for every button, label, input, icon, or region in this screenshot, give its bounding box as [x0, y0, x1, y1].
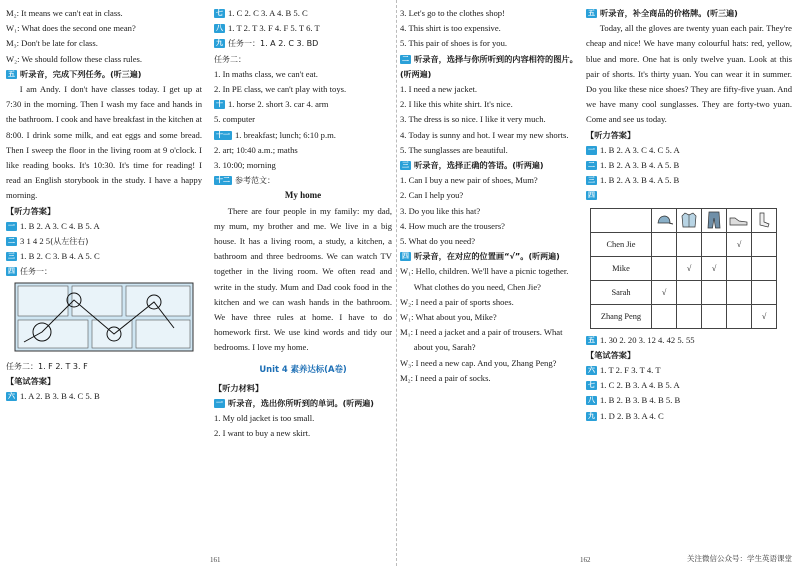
dialog-line: M₁: I need a jacket and a pair of trousers. What about you, Sarah? [400, 327, 563, 353]
socks-icon [752, 208, 777, 232]
answer-row: 2. art; 10:40 a.m.; maths [214, 144, 298, 155]
dialog-line: W₂: I need a pair of sports shoes. [400, 296, 514, 307]
answer-row: 九 1. D 2. B 3. A 4. C [588, 410, 664, 421]
answer-row: 八 1. T 2. T 3. F 4. F 5. T 6. T [216, 23, 320, 34]
list-item: 4. How much are the trousers? [400, 220, 506, 231]
section-heading: 四 听录音，在对应的位置画“√”。(听两遍) [402, 251, 560, 262]
floor-plan-image [14, 282, 194, 352]
table-header-row [591, 208, 777, 232]
table-row: Mike √ √ [591, 256, 777, 280]
dialog-line: W₂: We should follow these class rules. [6, 53, 143, 64]
list-item: 5. What do you need? [400, 236, 476, 247]
page-number: 161 [210, 556, 221, 564]
list-item: 1. I need a new jacket. [400, 84, 478, 95]
answer-row: 一 1. B 2. A 3. C 4. C 5. A [588, 144, 680, 155]
section-number-badge: 五 [8, 69, 15, 78]
task-item: 1. In maths class, we can't eat. [214, 68, 318, 79]
task-item: 2. In PE class, we can't play with toys. [214, 84, 347, 95]
list-item: 1. Can I buy a new pair of shoes, Mum? [400, 175, 538, 186]
dialog-line: W₃: I need a new cap. And you, Zhang Peng? [400, 357, 557, 368]
answer-row: 七 1. C 2. C 3. A 4. B 5. C [216, 8, 308, 18]
dialog-line: M₃: Don't be late for class. [6, 38, 98, 49]
answer-row: 三 1. B 2. C 3. B 4. A 5. C [8, 251, 100, 262]
answer-row: 四 任务一： [8, 267, 52, 277]
listening-answers-heading: 【听力答案】 [6, 205, 56, 216]
unit-title: Unit 4 素养达标(A卷) [259, 363, 347, 374]
answer-row: 一 1. B 2. A 3. C 4. B 5. A [8, 220, 100, 231]
trousers-icon [702, 208, 727, 232]
section-heading: 五 听录音，完成下列任务。(听三遍) [8, 68, 142, 79]
list-item: 2. Can I help you? [400, 190, 464, 201]
answer-row: 六 1. T 2. F 3. T 4. T [588, 365, 661, 376]
cap-icon [652, 208, 677, 232]
answer-row: 八 1. B 2. B 3. B 4. B 5. B [588, 395, 681, 406]
listening-answers-heading: 【听力答案】 [586, 129, 636, 140]
task-label: 任务二： [214, 54, 246, 64]
listening-material-heading: 【听力材料】 [214, 382, 264, 393]
list-item: 2. I want to buy a new skirt. [214, 428, 311, 439]
table-row: Zhang Peng √ [591, 304, 777, 328]
section-heading: 一 听录音，选出你所听到的单词。(听两遍) [216, 398, 374, 409]
section-heading: 五 听录音，补全商品的价格牌。(听三遍) [588, 8, 738, 18]
answer-row: 二 3 1 4 2 5(从左往右) [8, 236, 89, 247]
answer-row: 二 1. B 2. A 3. B 4. A 5. B [588, 160, 680, 171]
answer-row: 3. 10:00; morning [214, 160, 276, 171]
table-row: Sarah √ [591, 280, 777, 304]
list-item: 3. The dress is so nice. I like it very much. [400, 114, 546, 125]
dialog-line: M₂: It means we can't eat in class. [6, 8, 123, 18]
task-answer: 任务二：1. F 2. T 3. F [6, 361, 88, 371]
answer-row: 十二 参考范文： [216, 176, 275, 186]
list-item: 1. My old jacket is too small. [214, 413, 315, 424]
answer-row: 七 1. C 2. B 3. A 4. B 5. A [588, 380, 680, 391]
answer-row: 六 1. A 2. B 3. B 4. C 5. B [8, 391, 100, 402]
passage: Today, all the gloves are twenty yuan each pair. They're cheap and nice! We have many colourful hats: red, yellow, blue and more. One hat is only twelve yuan. Look at this pair of shorts. It's thirty yuan. You can wear it in summer. Do you like these nice shoes? They are fifty-five yuan. And we have many cool sunglasses. They are forty-two yuan. Come and see us today. [586, 23, 792, 125]
dialog-line: M₂: I need a pair of socks. [400, 372, 491, 383]
section-heading: 二 听录音，选择与你所听到的内容相符的图片。(听两遍) [400, 53, 578, 79]
column-1 [6, 6, 202, 404]
list-item: 5. This pair of shoes is for you. [400, 38, 508, 49]
answer-row: 三 1. B 2. A 3. B 4. A 5. B [588, 175, 680, 186]
written-answers-heading: 【笔试答案】 [586, 349, 636, 360]
dialog-line: W₁: Hello, children. We'll have a picnic together. What clothes do you need, Chen Jie? [400, 266, 569, 292]
clothes-table [590, 208, 777, 329]
list-item: 3. Do you like this hat? [400, 205, 481, 216]
dialog-line: W₁: What about you, Mike? [400, 312, 497, 323]
answer-row: 5. computer [214, 114, 256, 125]
answer-row: 十 1. horse 2. short 3. car 4. arm [216, 99, 329, 110]
column-3 [400, 6, 578, 386]
list-item: 5. The sunglasses are beautiful. [400, 144, 508, 155]
answer-row: 十一 1. breakfast; lunch; 6:10 p.m. [216, 129, 336, 140]
answer-row: 九 任务一：1. A 2. C 3. BD [216, 39, 319, 49]
shoes-icon [727, 208, 752, 232]
essay: There are four people in my family: my dad, my mum, my brother and me. We live in a big house. It has a living room, a study, a kitchen, a bathroom and three bedrooms. We can watch TV together in the living room. We often read and write in the study. Mum and Dad cook food in the kitchen and we can wash hands in the bathroom. We have three rules at home. I have to do homework first. We use kind words and tidy our bedrooms. I love my home. [214, 205, 392, 353]
column-2 [214, 6, 392, 442]
written-answers-heading: 【笔试答案】 [6, 376, 56, 387]
list-item: 4. Today is sunny and hot. I wear my new shorts. [400, 129, 569, 140]
footer-note: 关注微信公众号：学生英语课堂 [687, 554, 792, 563]
list-item: 2. I like this white shirt. It's nice. [400, 99, 513, 110]
section-heading: 三 听录音，选择正确的答语。(听两遍) [402, 160, 544, 171]
list-item: 3. Let's go to the clothes shop! [400, 8, 505, 18]
answer-row: 四 [588, 191, 595, 200]
jacket-icon [677, 208, 702, 232]
table-row: Chen Jie √ [591, 232, 777, 256]
dialog-line: W₁: What does the second one mean? [6, 23, 136, 34]
column-4 [586, 6, 792, 424]
list-item: 4. This shirt is too expensive. [400, 23, 501, 34]
page-number: 162 [580, 556, 591, 564]
page-fold [396, 0, 397, 566]
passage: I am Andy. I don't have classes today. I get up at 7:30 in the morning. Then I wash my face and hands in the bathroom. I cook and have breakfast in the kitchen at 8:00. I drink some milk, and eat eggs and some bread. Then I sweep the floor in the living room at 9 o'clock. I like reading books. It's 10:30. It's time for reading! I read an English storybook in the study. I have a happy morning. [6, 84, 202, 201]
answer-row: 五 1. 30 2. 20 3. 12 4. 42 5. 55 [588, 334, 695, 345]
essay-title: My home [284, 190, 322, 201]
